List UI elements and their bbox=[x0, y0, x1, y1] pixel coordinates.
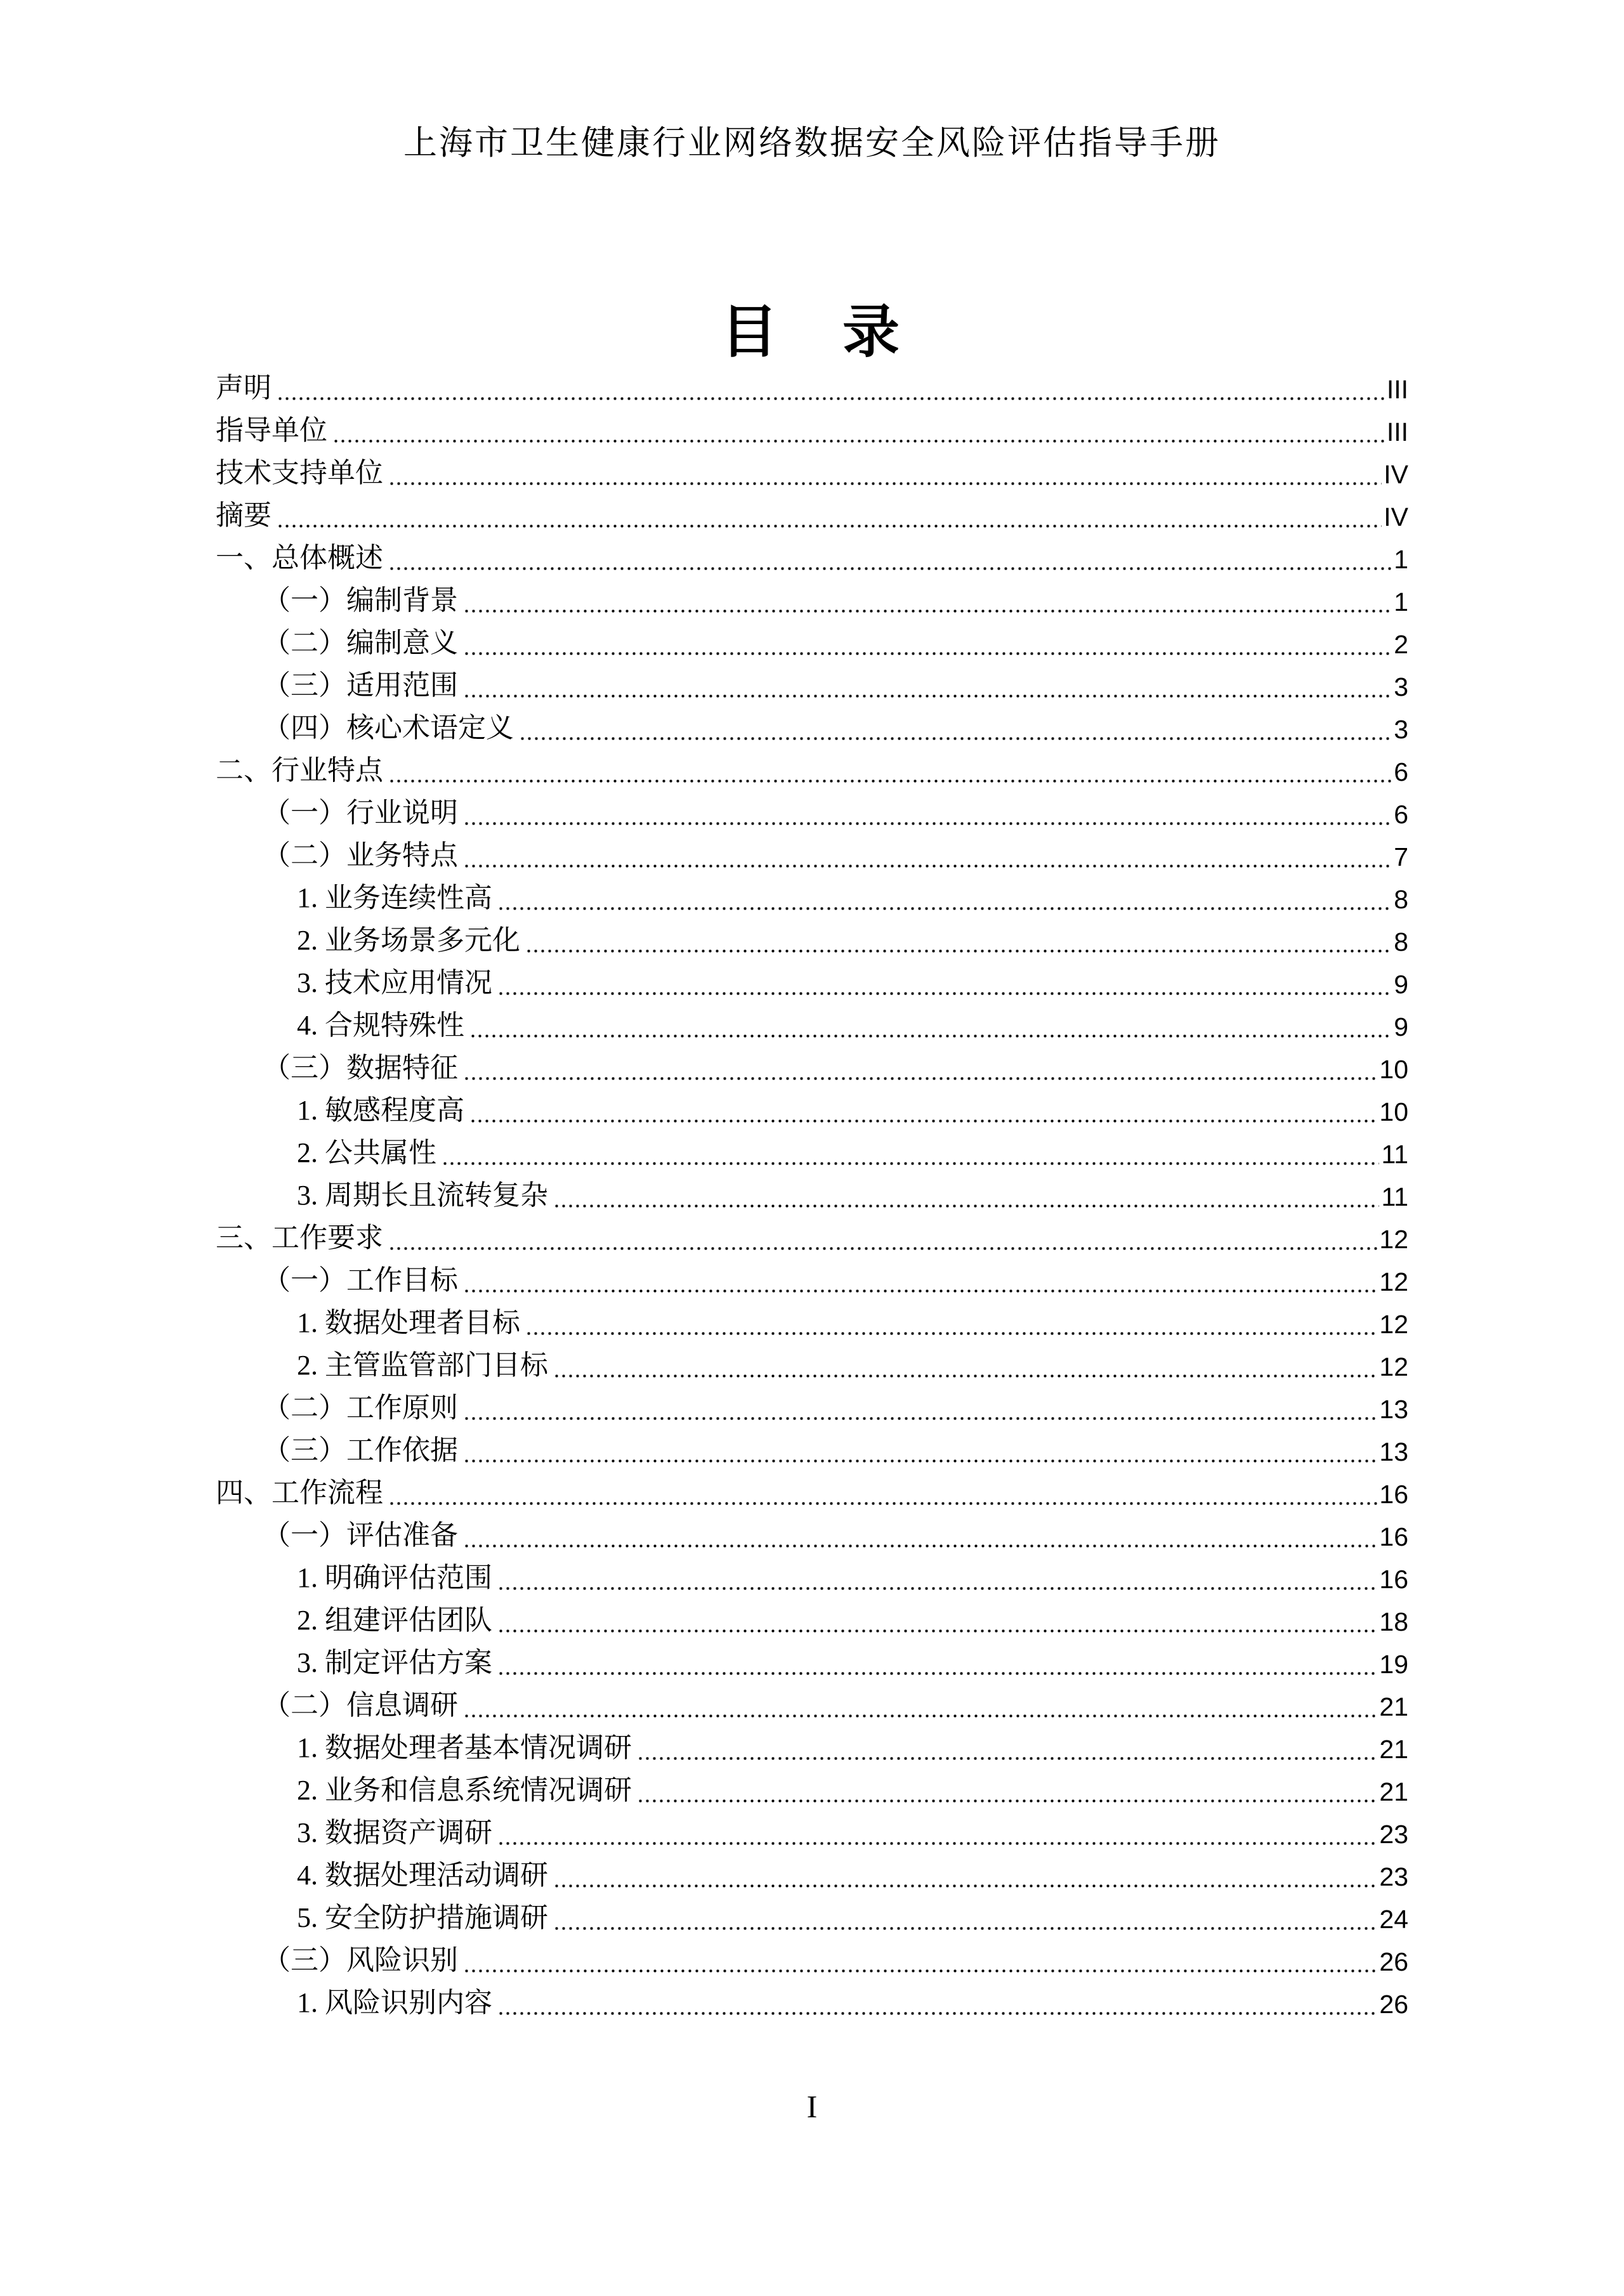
toc-entry[interactable] bbox=[216, 367, 1408, 409]
toc-entry-page-number: 6 bbox=[1394, 757, 1408, 786]
toc-entry-label: （一）行业说明 bbox=[263, 797, 458, 828]
toc-leader-dots bbox=[469, 1089, 1377, 1132]
toc-entry-page-number: 13 bbox=[1379, 1437, 1408, 1466]
toc-entry-page-number: 7 bbox=[1394, 842, 1408, 871]
toc-entry-label: 指导单位 bbox=[216, 415, 327, 446]
toc-entry[interactable] bbox=[216, 1216, 1408, 1259]
toc-entry-page-number: 21 bbox=[1379, 1692, 1408, 1721]
toc-title: 目 录 bbox=[721, 301, 903, 364]
toc-entry-label: 3. 技术应用情况 bbox=[297, 967, 492, 998]
toc-entry[interactable] bbox=[216, 1004, 1408, 1047]
toc-leader-dots bbox=[388, 1216, 1377, 1259]
toc-entry-page-number: 16 bbox=[1379, 1480, 1408, 1509]
toc-entry-label: （三）数据特征 bbox=[263, 1052, 458, 1083]
toc-entry[interactable] bbox=[216, 1981, 1408, 2024]
toc-entry[interactable] bbox=[216, 1769, 1408, 1811]
toc-entry-page-number: 11 bbox=[1381, 1182, 1408, 1211]
running-header: 上海市卫生健康行业网络数据安全风险评估指导手册 bbox=[403, 125, 1221, 162]
toc-entry[interactable] bbox=[216, 1344, 1408, 1386]
toc-leader-dots bbox=[525, 1301, 1377, 1344]
toc-entry-page-number: 10 bbox=[1379, 1055, 1408, 1084]
toc-leader-dots bbox=[463, 1684, 1377, 1726]
toc-leader-dots bbox=[469, 1004, 1392, 1047]
toc-entry-page-number: 3 bbox=[1394, 715, 1408, 744]
toc-entry-label: （二）业务特点 bbox=[263, 840, 458, 871]
toc-entry-label: 3. 周期长且流转复杂 bbox=[297, 1180, 548, 1211]
toc-entry-label: （二）编制意义 bbox=[263, 627, 458, 658]
toc-entry[interactable] bbox=[216, 1811, 1408, 1854]
toc-entry-label: 2. 业务和信息系统情况调研 bbox=[297, 1775, 632, 1806]
toc-entry-label: （三）适用范围 bbox=[263, 670, 458, 701]
toc-entry[interactable] bbox=[216, 622, 1408, 664]
toc-entry-label: 四、工作流程 bbox=[216, 1477, 383, 1508]
toc-entry[interactable] bbox=[216, 1259, 1408, 1301]
toc-entry[interactable] bbox=[216, 1047, 1408, 1089]
toc-leader-dots bbox=[463, 1429, 1377, 1471]
toc-entry-page-number: 19 bbox=[1379, 1650, 1408, 1679]
toc-entry-label: 2. 组建评估团队 bbox=[297, 1605, 492, 1636]
toc-entry-label: 1. 数据处理者基本情况调研 bbox=[297, 1732, 632, 1763]
toc-leader-dots bbox=[463, 664, 1392, 707]
toc-entry-page-number: 10 bbox=[1379, 1097, 1408, 1126]
toc-leader-dots bbox=[388, 537, 1392, 579]
toc-entry-label: 1. 明确评估范围 bbox=[297, 1562, 492, 1593]
toc-entry-label: （三）工作依据 bbox=[263, 1435, 458, 1466]
toc-entry-page-number: III bbox=[1386, 417, 1408, 447]
toc-entry[interactable] bbox=[216, 1089, 1408, 1132]
toc-entry-page-number: 9 bbox=[1394, 970, 1408, 999]
toc-entry-page-number: 16 bbox=[1379, 1565, 1408, 1594]
toc-entry-page-number: 23 bbox=[1379, 1820, 1408, 1849]
toc-entry[interactable] bbox=[216, 792, 1408, 834]
toc-leader-dots bbox=[463, 1939, 1377, 1981]
toc-entry[interactable] bbox=[216, 1684, 1408, 1726]
toc-entry-label: （一）编制背景 bbox=[263, 585, 458, 616]
toc-entry[interactable] bbox=[216, 1386, 1408, 1429]
toc-leader-dots bbox=[553, 1896, 1377, 1939]
toc-leader-dots bbox=[463, 622, 1392, 664]
toc-entry-page-number: 16 bbox=[1379, 1522, 1408, 1551]
toc-entry-label: 2. 公共属性 bbox=[297, 1137, 436, 1168]
toc-entry-label: 3. 数据资产调研 bbox=[297, 1817, 492, 1848]
toc-entry[interactable] bbox=[216, 749, 1408, 792]
toc-entry-page-number: 8 bbox=[1394, 927, 1408, 956]
toc-leader-dots bbox=[463, 792, 1392, 834]
toc-entry[interactable] bbox=[216, 962, 1408, 1004]
toc-leader-dots bbox=[332, 409, 1385, 452]
toc-entry-page-number: IV bbox=[1384, 460, 1408, 489]
toc-entry-label: 一、总体概述 bbox=[216, 542, 383, 573]
footer-page-number: I bbox=[806, 2089, 818, 2124]
toc-entry-label: （四）核心术语定义 bbox=[263, 712, 514, 743]
toc-entry-label: （一）工作目标 bbox=[263, 1265, 458, 1296]
toc-entry[interactable] bbox=[216, 834, 1408, 877]
toc-entry[interactable] bbox=[216, 579, 1408, 622]
toc-entry-label: （二）信息调研 bbox=[263, 1690, 458, 1721]
toc-entry[interactable] bbox=[216, 1599, 1408, 1641]
toc-entry[interactable] bbox=[216, 1896, 1408, 1939]
toc-leader-dots bbox=[553, 1854, 1377, 1896]
toc-leader-dots bbox=[519, 707, 1392, 749]
toc-entry-label: 2. 业务场景多元化 bbox=[297, 925, 520, 956]
toc-leader-dots bbox=[637, 1769, 1377, 1811]
toc-entry[interactable] bbox=[216, 877, 1408, 919]
toc-entry-label: 技术支持单位 bbox=[216, 457, 383, 488]
toc-leader-dots bbox=[553, 1174, 1379, 1216]
toc-entry-label: 4. 数据处理活动调研 bbox=[297, 1860, 548, 1891]
toc-entry-page-number: 12 bbox=[1379, 1310, 1408, 1339]
toc-leader-dots bbox=[463, 1047, 1377, 1089]
toc-entry-page-number: 21 bbox=[1379, 1777, 1408, 1806]
toc-entry-page-number: 12 bbox=[1379, 1225, 1408, 1254]
toc-entry-page-number: 26 bbox=[1379, 1990, 1408, 2019]
toc-entry[interactable] bbox=[216, 1301, 1408, 1344]
toc-leader-dots bbox=[553, 1344, 1377, 1386]
toc-entry-page-number: 12 bbox=[1379, 1267, 1408, 1296]
toc-entry-page-number: 3 bbox=[1394, 672, 1408, 701]
toc-entry-label: 2. 主管监管部门目标 bbox=[297, 1350, 548, 1381]
toc-entry[interactable] bbox=[216, 1132, 1408, 1174]
toc-entry-label: 4. 合规特殊性 bbox=[297, 1010, 464, 1041]
toc-leader-dots bbox=[277, 494, 1382, 537]
toc-leader-dots bbox=[497, 1641, 1377, 1684]
toc-leader-dots bbox=[463, 1259, 1377, 1301]
toc-entry-page-number: 21 bbox=[1379, 1735, 1408, 1764]
toc-entry[interactable] bbox=[216, 1939, 1408, 1981]
toc-entry-label: （二）工作原则 bbox=[263, 1392, 458, 1423]
toc-leader-dots bbox=[463, 834, 1392, 877]
toc-entry-page-number: 2 bbox=[1394, 630, 1408, 659]
toc-leader-dots bbox=[497, 1981, 1377, 2024]
toc-entry-label: 摘要 bbox=[216, 500, 272, 531]
toc-entry-label: 1. 风险识别内容 bbox=[297, 1987, 492, 2018]
toc-entry-page-number: 18 bbox=[1379, 1607, 1408, 1636]
toc-leader-dots bbox=[497, 1599, 1377, 1641]
toc-entry-page-number: 11 bbox=[1381, 1140, 1408, 1169]
toc-entry-label: （一）评估准备 bbox=[263, 1520, 458, 1551]
toc-entry[interactable] bbox=[216, 1854, 1408, 1896]
toc-entry-label: 5. 安全防护措施调研 bbox=[297, 1902, 548, 1933]
toc-entry-label: 3. 制定评估方案 bbox=[297, 1647, 492, 1678]
toc-entry[interactable] bbox=[216, 409, 1408, 452]
toc-leader-dots bbox=[463, 579, 1392, 622]
toc-entry-page-number: 1 bbox=[1394, 587, 1408, 616]
toc-entry-page-number: 26 bbox=[1379, 1947, 1408, 1976]
toc-entry[interactable] bbox=[216, 452, 1408, 494]
toc-list bbox=[216, 367, 1408, 2024]
toc-entry[interactable] bbox=[216, 919, 1408, 962]
toc-entry[interactable] bbox=[216, 1556, 1408, 1599]
toc-entry-page-number: 6 bbox=[1394, 800, 1408, 829]
toc-entry[interactable] bbox=[216, 494, 1408, 537]
toc-leader-dots bbox=[497, 962, 1392, 1004]
toc-leader-dots bbox=[497, 1811, 1377, 1854]
toc-entry-label: 1. 业务连续性高 bbox=[297, 882, 492, 913]
toc-leader-dots bbox=[277, 367, 1385, 409]
toc-entry-label: 1. 数据处理者目标 bbox=[297, 1307, 520, 1338]
toc-entry-page-number: 9 bbox=[1394, 1012, 1408, 1041]
toc-entry-page-number: 24 bbox=[1379, 1905, 1408, 1934]
toc-entry[interactable] bbox=[216, 1174, 1408, 1216]
toc-entry[interactable] bbox=[216, 1641, 1408, 1684]
toc-leader-dots bbox=[442, 1132, 1379, 1174]
toc-entry-page-number: 1 bbox=[1394, 545, 1408, 574]
toc-entry[interactable] bbox=[216, 537, 1408, 579]
toc-leader-dots bbox=[525, 919, 1392, 962]
toc-entry-label: 二、行业特点 bbox=[216, 755, 383, 786]
toc-entry-page-number: 12 bbox=[1379, 1352, 1408, 1381]
toc-entry[interactable] bbox=[216, 1514, 1408, 1556]
toc-entry[interactable] bbox=[216, 664, 1408, 707]
toc-entry-page-number: 23 bbox=[1379, 1862, 1408, 1891]
toc-entry-label: 三、工作要求 bbox=[216, 1222, 383, 1253]
toc-entry-label: 1. 敏感程度高 bbox=[297, 1095, 464, 1126]
toc-entry[interactable] bbox=[216, 1471, 1408, 1514]
toc-entry[interactable] bbox=[216, 1726, 1408, 1769]
toc-entry[interactable] bbox=[216, 1429, 1408, 1471]
toc-entry[interactable] bbox=[216, 707, 1408, 749]
toc-leader-dots bbox=[497, 1556, 1377, 1599]
toc-leader-dots bbox=[463, 1386, 1377, 1429]
toc-leader-dots bbox=[497, 877, 1392, 919]
toc-leader-dots bbox=[463, 1514, 1377, 1556]
toc-entry-page-number: 8 bbox=[1394, 885, 1408, 914]
toc-entry-page-number: III bbox=[1386, 375, 1408, 404]
toc-leader-dots bbox=[388, 749, 1392, 792]
toc-entry-page-number: IV bbox=[1384, 502, 1408, 532]
toc-entry-label: （三）风险识别 bbox=[263, 1945, 458, 1976]
toc-leader-dots bbox=[388, 1471, 1377, 1514]
toc-entry-page-number: 13 bbox=[1379, 1395, 1408, 1424]
toc-entry-label: 声明 bbox=[216, 372, 272, 403]
toc-leader-dots bbox=[637, 1726, 1377, 1769]
toc-leader-dots bbox=[388, 452, 1382, 494]
